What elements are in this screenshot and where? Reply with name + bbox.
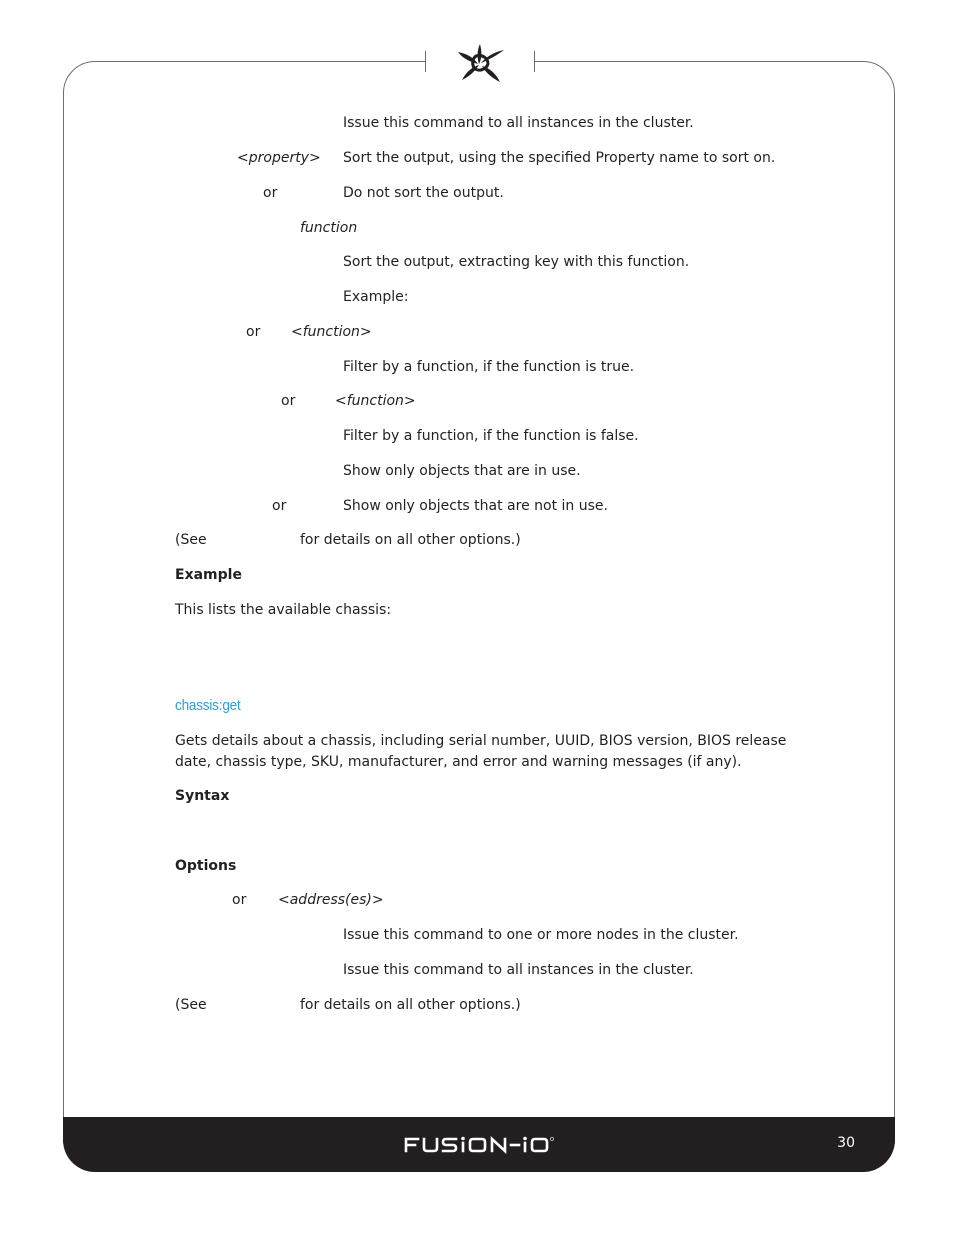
text-line: Filter by a function, if the function is false. — [343, 428, 639, 444]
example-text: This lists the available chassis: — [175, 602, 392, 618]
or-label: or — [263, 185, 278, 201]
options-heading: Options — [175, 858, 237, 874]
argument-label: <function> — [291, 324, 372, 340]
example-heading: Example — [175, 567, 242, 583]
argument-label: <address(es)> — [278, 892, 384, 908]
text-line: Issue this command to all instances in the cluster. — [343, 962, 694, 978]
see-prefix: (See — [175, 532, 207, 548]
text-line: Sort the output, using the specified Property name to sort on. — [343, 150, 776, 166]
text-line: Filter by a function, if the function is true. — [343, 359, 635, 375]
text-line: Show only objects that are in use. — [343, 463, 581, 479]
section-title: chassis:get — [175, 697, 241, 714]
or-label: or — [272, 498, 287, 514]
text-line: Sort the output, extracting key with this function. — [343, 254, 690, 270]
or-label: or — [281, 393, 296, 409]
see-suffix: for details on all other options.) — [300, 532, 521, 548]
text-line: Issue this command to one or more nodes in the cluster. — [343, 927, 739, 943]
frame-tick-right — [534, 51, 535, 72]
text-line: Do not sort the output. — [343, 185, 504, 201]
see-prefix: (See — [175, 997, 207, 1013]
text-line: Show only objects that are not in use. — [343, 498, 608, 514]
syntax-heading: Syntax — [175, 788, 230, 804]
text-line: Example: — [343, 289, 409, 305]
section-description: Gets details about a chassis, including serial number, UUID, BIOS version, BIOS release date, chassis type, SKU, manufacturer, and error and warning messages (if any). — [175, 733, 787, 770]
fusion-io-star-logo-icon — [452, 40, 508, 86]
see-suffix: for details on all other options.) — [300, 997, 521, 1013]
page-footer — [63, 1117, 895, 1172]
fusion-io-wordmark-logo-icon — [403, 1135, 555, 1155]
argument-label: function — [300, 220, 358, 236]
frame-tick-left — [425, 51, 426, 72]
argument-label: <property> — [237, 150, 321, 166]
text-line: Issue this command to all instances in the cluster. — [343, 115, 694, 131]
or-label: or — [246, 324, 261, 340]
argument-label: <function> — [335, 393, 416, 409]
or-label: or — [232, 892, 247, 908]
page-number: 30 — [837, 1135, 855, 1151]
